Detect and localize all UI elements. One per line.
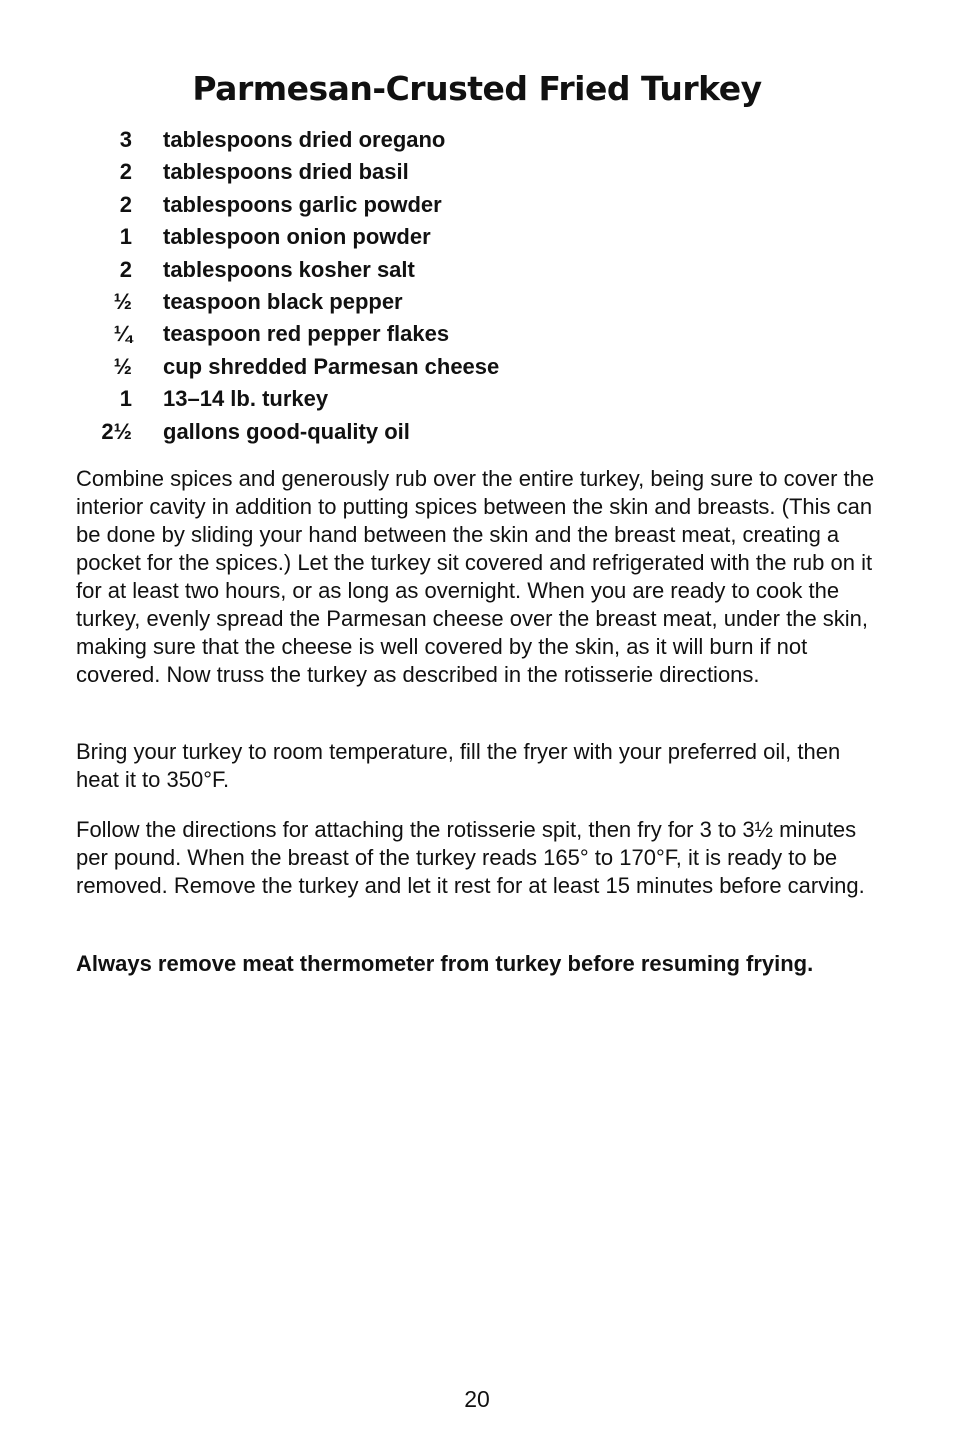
ingredient-row — [0, 383, 954, 415]
ingredient-name: teaspoon black pepper — [163, 288, 403, 314]
ingredient-name: gallons good-quality oil — [163, 418, 410, 444]
ingredient-row — [0, 318, 954, 350]
ingredient-quantity: 1 — [119, 224, 132, 250]
page-title: Parmesan-Crusted Fried Turkey — [192, 69, 762, 108]
ingredient-row — [0, 156, 954, 188]
ingredient-quantity: ½ — [113, 288, 132, 314]
ingredient-quantity: 2 — [119, 159, 132, 185]
ingredient-name: tablespoons garlic powder — [163, 191, 442, 217]
ingredient-quantity: 1 — [119, 386, 132, 412]
ingredient-row — [0, 254, 954, 286]
instructions-paragraph-fry: Follow the directions for attaching the rotisserie spit, then fry for 3 to 3½ minutes per pound. When the breast of the turkey reads 165° to 170°F, it is ready to be removed. Remove the turkey and let it rest for at least 15 minutes before carving. — [76, 817, 865, 898]
ingredient-name: 13–14 lb. turkey — [163, 386, 329, 412]
ingredient-name: teaspoon red pepper flakes — [163, 321, 450, 347]
ingredient-row — [0, 124, 954, 156]
ingredient-row — [0, 189, 954, 221]
instructions-paragraph-heat: Bring your turkey to room temperature, fill the fryer with your preferred oil, then heat it to 350°F. — [76, 739, 841, 792]
ingredient-quantity: 2 — [119, 191, 132, 217]
ingredient-quantity: ¼ — [113, 321, 132, 347]
page-number: 20 — [464, 1386, 490, 1412]
ingredient-quantity: 2 — [119, 256, 132, 282]
ingredient-row — [0, 286, 954, 318]
ingredient-row — [0, 416, 954, 448]
instructions-paragraph-prep: Combine spices and generously rub over the entire turkey, being sure to cover the interior cavity in addition to putting spices between the skin and breasts. (This can be done by sliding your hand between the skin and the breast meat, creating a pocket for the spices.) Let the turkey sit covered and refrigerated with the rub on it for at least two hours, or as long as overnight. When you are ready to cook the turkey, evenly spread the Parmesan cheese over the breast meat, under the skin, making sure that the cheese is well covered by the skin, as it will burn if not covered. Now truss the turkey as described in the rotisserie directions. — [76, 466, 875, 687]
ingredient-list — [0, 124, 954, 448]
ingredient-name: tablespoons kosher salt — [163, 256, 415, 282]
ingredient-name: tablespoons dried basil — [163, 159, 409, 185]
ingredient-quantity: ½ — [113, 353, 132, 379]
ingredient-row — [0, 221, 954, 253]
ingredient-name: cup shredded Parmesan cheese — [163, 353, 500, 379]
safety-warning: Always remove meat thermometer from turkey before resuming frying. — [76, 951, 814, 976]
ingredient-name: tablespoons dried oregano — [163, 127, 446, 152]
ingredient-quantity: 3 — [119, 127, 132, 152]
ingredient-quantity: 2½ — [101, 418, 132, 444]
ingredient-row — [0, 351, 954, 383]
ingredient-name: tablespoon onion powder — [163, 224, 431, 250]
